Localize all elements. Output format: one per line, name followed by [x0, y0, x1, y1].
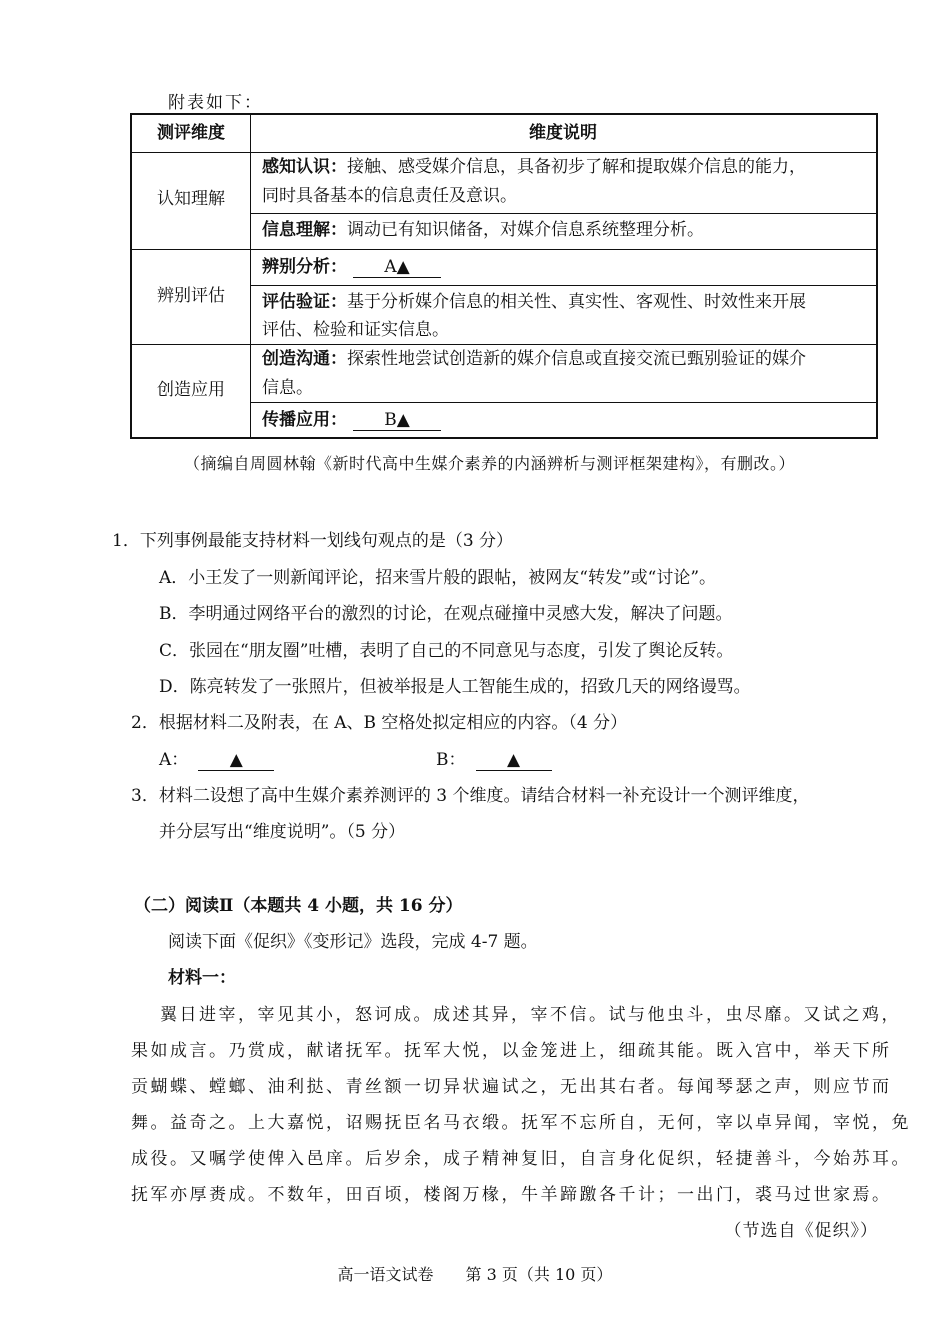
q1-option-b: B．李明通过网络平台的激烈的讨论，在观点碰撞中灵感大发，解决了问题。 [159, 604, 733, 624]
desc-text: 接触、感受媒介信息，具备初步了解和提取媒介信息的能力， [347, 157, 806, 177]
term-verification: 评估验证： [262, 292, 347, 312]
desc-text: 探索性地尝试创造新的媒介信息或直接交流已甄别验证的媒介 [347, 349, 806, 369]
desc-verification-line2: 评估、检验和证实信息。 [262, 320, 449, 340]
row-divider [250, 402, 876, 403]
header-dimension: 测评维度 [157, 123, 225, 143]
q2-answer-b [436, 745, 552, 771]
dimension-table [130, 113, 878, 439]
passage-line: 抚军亦厚赉成。不数年，田百顷，楼阁万椽，牛羊蹄躈各千计；一出门，裘马过世家焉。 [131, 1185, 892, 1205]
passage-line: 舞。益奇之。上大嘉悦，诏赐抚臣名马衣缎。抚军不忘所自，无何，宰以卓异闻，宰悦，免 [131, 1113, 911, 1133]
desc-text: 基于分析媒介信息的相关性、真实性、客观性、时效性来开展 [347, 292, 806, 312]
blank-b: B▲ [353, 410, 441, 431]
q2-b-label: B： [436, 750, 466, 770]
desc-discrimination [262, 252, 441, 283]
q2-a-blank: ▲ [198, 750, 274, 771]
desc-text: 调动已有知识储备，对媒介信息系统整理分析。 [347, 220, 704, 240]
q1-option-d: D．陈亮转发了一张照片，但被举报是人工智能生成的，招致几天的网络谩骂。 [159, 677, 751, 697]
desc-creation-line1 [262, 344, 806, 375]
q1-option-a: A．小王发了一则新闻评论，招来雪片般的跟帖，被网友“转发”或“讨论”。 [159, 568, 717, 588]
row-divider [132, 249, 876, 250]
desc-dissemination [262, 405, 441, 436]
term-dissemination: 传播应用： [262, 410, 347, 430]
page-footer: 高一语文试卷 第 3 页（共 10 页） [337, 1265, 613, 1284]
q1-option-c: C．张园在“朋友圈”吐槽，表明了自己的不同意见与态度，引发了舆论反转。 [159, 641, 734, 661]
passage-line: 贡蝴蝶、螳螂、油利挞、青丝额一切异状遍试之，无出其右者。每闻琴瑟之声，则应节而 [131, 1077, 892, 1097]
term-perception: 感知认识： [262, 157, 347, 177]
appendix-caption: 附表如下： [168, 93, 263, 113]
dimension-evaluation: 辨别评估 [157, 286, 225, 306]
q3-stem-line2: 并分层写出“维度说明”。（5 分） [159, 822, 406, 842]
q2-a-label: A： [159, 750, 189, 770]
desc-perception-line1 [262, 152, 806, 183]
header-description: 维度说明 [529, 123, 597, 143]
term-understanding: 信息理解： [262, 220, 347, 240]
table-column-divider [250, 115, 251, 437]
desc-understanding [262, 215, 704, 246]
blank-a: A▲ [353, 257, 441, 278]
dimension-application: 创造应用 [157, 380, 225, 400]
desc-verification-line1 [262, 287, 806, 318]
q2-stem: 2．根据材料二及附表，在 A、B 空格处拟定相应的内容。（4 分） [131, 713, 628, 733]
q2-answer-a [159, 745, 274, 771]
q1-stem: 1．下列事例最能支持材料一划线句观点的是（3 分） [112, 531, 514, 551]
q2-b-blank: ▲ [476, 750, 552, 771]
row-divider [250, 213, 876, 214]
desc-creation-line2: 信息。 [262, 378, 313, 398]
row-divider [250, 285, 876, 286]
passage-line: 翼日进宰，宰见其小，怒诃成。成述其异，宰不信。试与他虫斗，虫尽靡。又试之鸡， [160, 1005, 901, 1025]
dimension-cognition: 认知理解 [157, 189, 225, 209]
passage-line: 成役。又嘱学使俾入邑庠。后岁余，成子精神复旧，自言身化促织，轻捷善斗，今始苏耳。 [131, 1149, 911, 1169]
source-note: （摘编自周圆林翰《新时代高中生媒介素养的内涵辨析与测评框架建构》，有删改。） [184, 454, 796, 473]
term-creation: 创造沟通： [262, 349, 347, 369]
passage-line: 果如成言。乃赏成，献诸抚军。抚军大悦，以金笼进上，细疏其能。既入宫中，举天下所 [131, 1041, 892, 1061]
section2-heading: （二）阅读Ⅱ（本题共 4 小题，共 16 分） [134, 896, 463, 916]
section2-intro: 阅读下面《促织》《变形记》选段，完成 4-7 题。 [168, 932, 538, 952]
desc-perception-line2: 同时具备基本的信息责任及意识。 [262, 186, 517, 206]
material-label: 材料一： [168, 968, 236, 988]
passage-source: （节选自《促织》） [724, 1221, 878, 1241]
term-discrimination: 辨别分析： [262, 257, 347, 277]
q3-stem-line1: 3．材料二设想了高中生媒介素养测评的 3 个维度。请结合材料一补充设计一个测评维度， [131, 786, 810, 806]
